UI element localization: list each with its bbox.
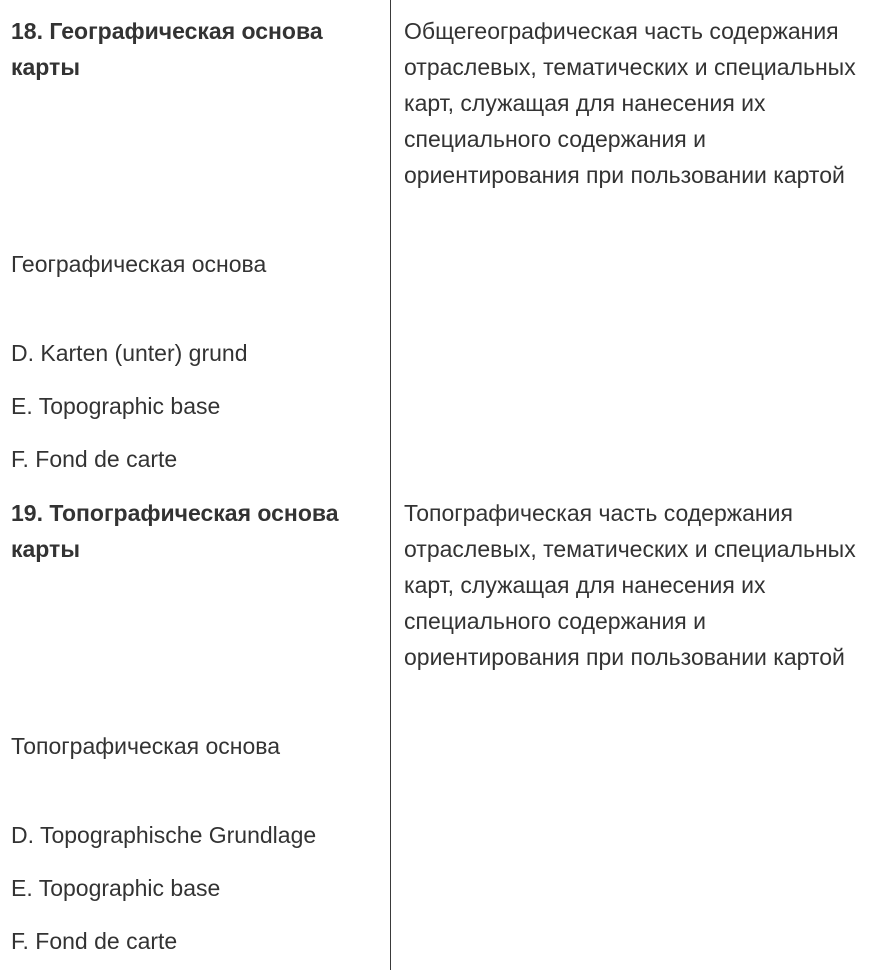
term-title: 19. Топографическая основа карты: [11, 500, 339, 562]
translation-en: E. Topographic base: [11, 875, 221, 901]
term-cell: [11, 13, 381, 85]
translation-fr: F. Fond de carte: [11, 446, 178, 472]
term-definition: Общегеографическая часть содержания отраслевых, тематических и специальных карт, служащая для нанесения их специального содержания и ориентирования при пользовании картой: [404, 18, 856, 188]
term-synonym: Географическая основа: [11, 251, 267, 277]
translation-en: E. Topographic base: [11, 393, 221, 419]
term-synonym: Топографическая основа: [11, 733, 281, 759]
translation-fr: F. Fond de carte: [11, 928, 178, 954]
column-divider: [390, 0, 391, 970]
term-definition: Топографическая часть содержания отраслевых, тематических и специальных карт, служащая для нанесения их специального содержания и ориентирования при пользовании картой: [404, 500, 856, 670]
term-cell: [11, 495, 381, 567]
translation-de: D. Topographische Grundlage: [11, 822, 317, 848]
definition-cell: [404, 13, 866, 193]
term-title: 18. Географическая основа карты: [11, 18, 323, 80]
definition-cell: [404, 495, 866, 675]
translation-de: D. Karten (unter) grund: [11, 340, 248, 366]
